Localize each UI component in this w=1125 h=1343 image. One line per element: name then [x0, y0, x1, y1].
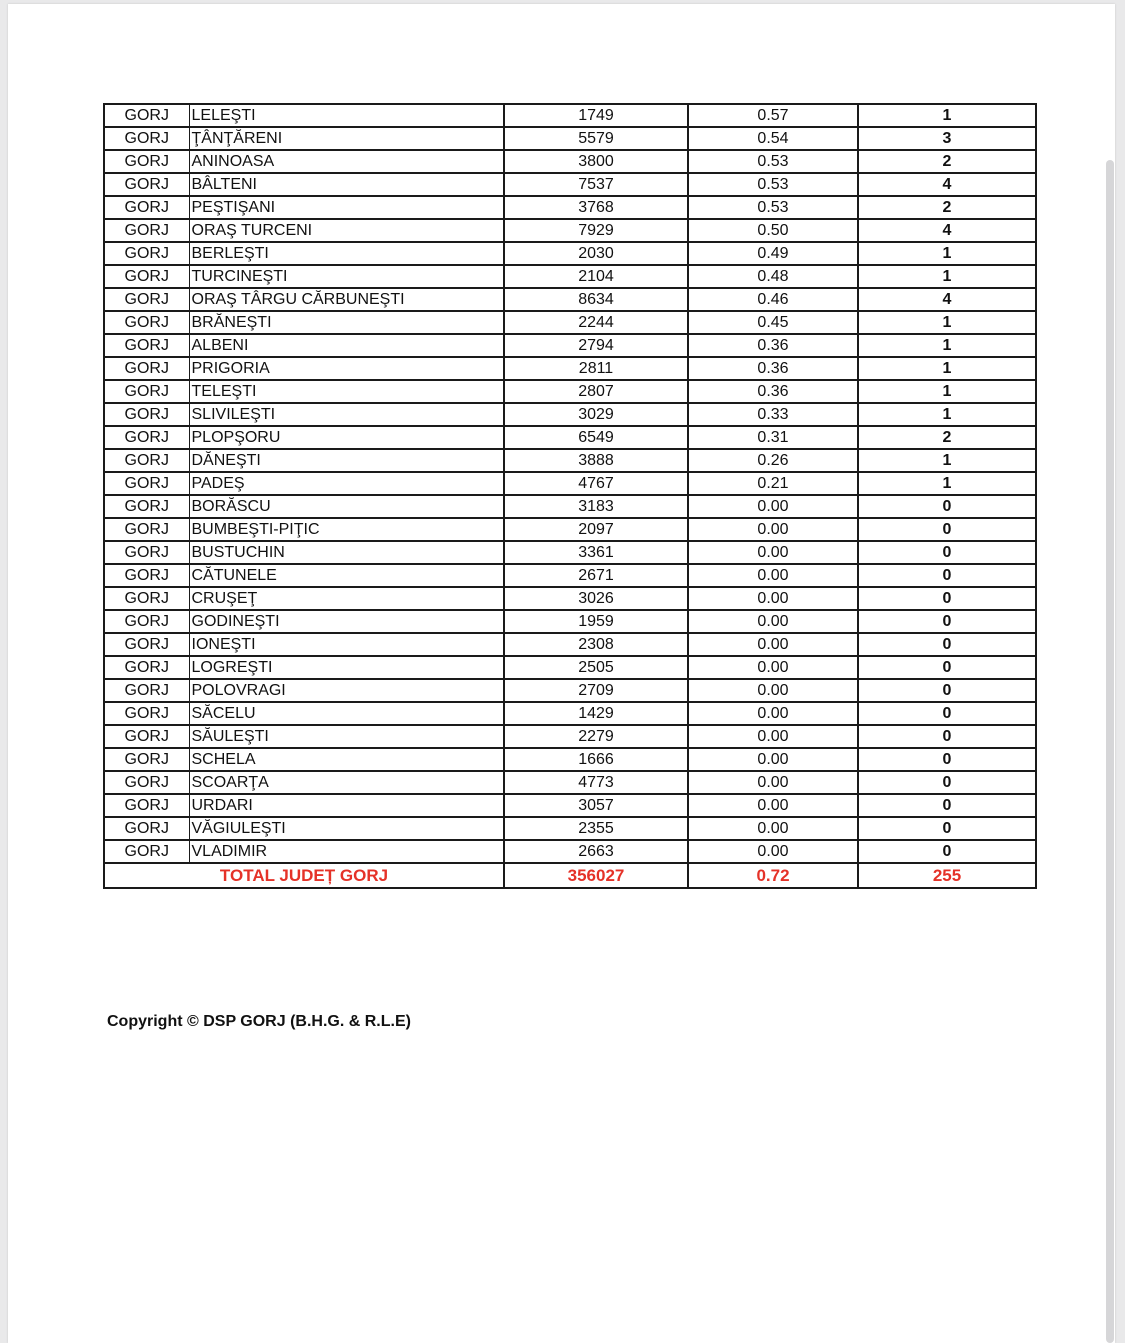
locality-cell: ORAŞ TÂRGU CĂRBUNEŞTI [189, 288, 504, 311]
population-cell: 2308 [504, 633, 688, 656]
cases-cell: 1 [858, 311, 1036, 334]
locality-cell: PADEŞ [189, 472, 504, 495]
rate-cell: 0.00 [688, 656, 858, 679]
table-row [104, 472, 1036, 495]
rate-cell: 0.00 [688, 817, 858, 840]
county-cell: GORJ [104, 702, 189, 725]
cases-cell: 0 [858, 840, 1036, 863]
locality-cell: PRIGORIA [189, 357, 504, 380]
county-cell: GORJ [104, 564, 189, 587]
table-row [104, 794, 1036, 817]
table-row [104, 426, 1036, 449]
population-cell: 2671 [504, 564, 688, 587]
total-population: 356027 [504, 863, 688, 888]
population-cell: 2505 [504, 656, 688, 679]
county-cell: GORJ [104, 426, 189, 449]
rate-cell: 0.53 [688, 196, 858, 219]
locality-cell: URDARI [189, 794, 504, 817]
table-row [104, 288, 1036, 311]
county-cell: GORJ [104, 403, 189, 426]
locality-cell: TELEŞTI [189, 380, 504, 403]
cases-cell: 4 [858, 173, 1036, 196]
table-row [104, 104, 1036, 127]
rate-cell: 0.00 [688, 771, 858, 794]
rate-cell: 0.00 [688, 679, 858, 702]
document-page [8, 4, 1115, 1343]
locality-cell: LELEŞTI [189, 104, 504, 127]
table-row [104, 702, 1036, 725]
table-row [104, 380, 1036, 403]
population-cell: 3800 [504, 150, 688, 173]
population-cell: 2244 [504, 311, 688, 334]
rate-cell: 0.21 [688, 472, 858, 495]
locality-cell: VLADIMIR [189, 840, 504, 863]
table-row [104, 840, 1036, 863]
table-row [104, 817, 1036, 840]
rate-cell: 0.00 [688, 610, 858, 633]
cases-cell: 0 [858, 679, 1036, 702]
county-cell: GORJ [104, 104, 189, 127]
table-row [104, 127, 1036, 150]
population-cell: 2709 [504, 679, 688, 702]
rate-cell: 0.36 [688, 357, 858, 380]
localities-table [103, 103, 1037, 889]
population-cell: 1959 [504, 610, 688, 633]
county-cell: GORJ [104, 242, 189, 265]
population-cell: 2097 [504, 518, 688, 541]
rate-cell: 0.00 [688, 840, 858, 863]
table-row [104, 564, 1036, 587]
table-row [104, 173, 1036, 196]
locality-cell: ANINOASA [189, 150, 504, 173]
county-cell: GORJ [104, 518, 189, 541]
cases-cell: 1 [858, 449, 1036, 472]
county-cell: GORJ [104, 817, 189, 840]
table-row [104, 748, 1036, 771]
rate-cell: 0.48 [688, 265, 858, 288]
county-cell: GORJ [104, 633, 189, 656]
county-cell: GORJ [104, 656, 189, 679]
table-row [104, 656, 1036, 679]
locality-cell: GODINEŞTI [189, 610, 504, 633]
population-cell: 2794 [504, 334, 688, 357]
population-cell: 3768 [504, 196, 688, 219]
population-cell: 3183 [504, 495, 688, 518]
cases-cell: 0 [858, 587, 1036, 610]
cases-cell: 0 [858, 817, 1036, 840]
table-body [104, 104, 1036, 863]
cases-cell: 4 [858, 219, 1036, 242]
cases-cell: 2 [858, 196, 1036, 219]
population-cell: 4773 [504, 771, 688, 794]
population-cell: 7537 [504, 173, 688, 196]
cases-cell: 1 [858, 380, 1036, 403]
cases-cell: 0 [858, 656, 1036, 679]
population-cell: 2811 [504, 357, 688, 380]
population-cell: 4767 [504, 472, 688, 495]
locality-cell: BERLEŞTI [189, 242, 504, 265]
total-rate: 0.72 [688, 863, 858, 888]
cases-cell: 1 [858, 357, 1036, 380]
locality-cell: ALBENI [189, 334, 504, 357]
locality-cell: SCHELA [189, 748, 504, 771]
cases-cell: 1 [858, 403, 1036, 426]
population-cell: 3888 [504, 449, 688, 472]
county-cell: GORJ [104, 288, 189, 311]
locality-cell: BUMBEŞTI-PIŢIC [189, 518, 504, 541]
county-cell: GORJ [104, 219, 189, 242]
rate-cell: 0.00 [688, 564, 858, 587]
locality-cell: SĂULEŞTI [189, 725, 504, 748]
table-row [104, 610, 1036, 633]
population-cell: 8634 [504, 288, 688, 311]
cases-cell: 2 [858, 150, 1036, 173]
rate-cell: 0.00 [688, 702, 858, 725]
locality-cell: PEŞTIŞANI [189, 196, 504, 219]
table-row [104, 449, 1036, 472]
locality-cell: ŢÂNŢĂRENI [189, 127, 504, 150]
total-label: TOTAL JUDEȚ GORJ [104, 863, 504, 888]
table-row [104, 541, 1036, 564]
population-cell: 2663 [504, 840, 688, 863]
table-row [104, 403, 1036, 426]
county-cell: GORJ [104, 840, 189, 863]
cases-cell: 3 [858, 127, 1036, 150]
population-cell: 2355 [504, 817, 688, 840]
rate-cell: 0.53 [688, 173, 858, 196]
table-row [104, 196, 1036, 219]
rate-cell: 0.53 [688, 150, 858, 173]
rate-cell: 0.00 [688, 725, 858, 748]
table-row [104, 495, 1036, 518]
locality-cell: IONEŞTI [189, 633, 504, 656]
table-row [104, 518, 1036, 541]
rate-cell: 0.45 [688, 311, 858, 334]
population-cell: 3361 [504, 541, 688, 564]
locality-cell: BÂLTENI [189, 173, 504, 196]
table-row [104, 679, 1036, 702]
population-cell: 2807 [504, 380, 688, 403]
cases-cell: 0 [858, 725, 1036, 748]
population-cell: 1429 [504, 702, 688, 725]
county-cell: GORJ [104, 748, 189, 771]
population-cell: 2030 [504, 242, 688, 265]
population-cell: 1666 [504, 748, 688, 771]
table-row [104, 357, 1036, 380]
cases-cell: 1 [858, 472, 1036, 495]
county-cell: GORJ [104, 771, 189, 794]
table-row [104, 311, 1036, 334]
rate-cell: 0.00 [688, 748, 858, 771]
population-cell: 5579 [504, 127, 688, 150]
table-row [104, 633, 1036, 656]
county-cell: GORJ [104, 794, 189, 817]
population-cell: 7929 [504, 219, 688, 242]
county-cell: GORJ [104, 265, 189, 288]
locality-cell: BRĂNEŞTI [189, 311, 504, 334]
population-cell: 3029 [504, 403, 688, 426]
county-cell: GORJ [104, 541, 189, 564]
rate-cell: 0.00 [688, 633, 858, 656]
county-cell: GORJ [104, 150, 189, 173]
county-cell: GORJ [104, 334, 189, 357]
county-cell: GORJ [104, 311, 189, 334]
cases-cell: 0 [858, 771, 1036, 794]
locality-cell: SLIVILEŞTI [189, 403, 504, 426]
county-cell: GORJ [104, 495, 189, 518]
table-row [104, 725, 1036, 748]
locality-cell: BUSTUCHIN [189, 541, 504, 564]
cases-cell: 1 [858, 242, 1036, 265]
locality-cell: PLOPŞORU [189, 426, 504, 449]
rate-cell: 0.46 [688, 288, 858, 311]
county-cell: GORJ [104, 127, 189, 150]
rate-cell: 0.36 [688, 380, 858, 403]
county-cell: GORJ [104, 196, 189, 219]
population-cell: 6549 [504, 426, 688, 449]
rate-cell: 0.31 [688, 426, 858, 449]
rate-cell: 0.00 [688, 794, 858, 817]
rate-cell: 0.49 [688, 242, 858, 265]
population-cell: 2104 [504, 265, 688, 288]
population-cell: 1749 [504, 104, 688, 127]
cases-cell: 0 [858, 518, 1036, 541]
cases-cell: 2 [858, 426, 1036, 449]
rate-cell: 0.54 [688, 127, 858, 150]
table-row [104, 265, 1036, 288]
county-cell: GORJ [104, 725, 189, 748]
copyright-text: Copyright © DSP GORJ (B.H.G. & R.L.E) [107, 1013, 411, 1030]
locality-cell: VĂGIULEŞTI [189, 817, 504, 840]
rate-cell: 0.57 [688, 104, 858, 127]
locality-cell: LOGREŞTI [189, 656, 504, 679]
table-row [104, 150, 1036, 173]
cases-cell: 0 [858, 702, 1036, 725]
cases-cell: 1 [858, 265, 1036, 288]
cases-cell: 0 [858, 541, 1036, 564]
vertical-scrollbar[interactable] [1106, 160, 1114, 1343]
population-cell: 3057 [504, 794, 688, 817]
locality-cell: SĂCELU [189, 702, 504, 725]
table-row [104, 242, 1036, 265]
cases-cell: 1 [858, 104, 1036, 127]
table-row [104, 219, 1036, 242]
rate-cell: 0.50 [688, 219, 858, 242]
locality-cell: ORAŞ TURCENI [189, 219, 504, 242]
locality-cell: CĂTUNELE [189, 564, 504, 587]
rate-cell: 0.26 [688, 449, 858, 472]
cases-cell: 1 [858, 334, 1036, 357]
county-cell: GORJ [104, 679, 189, 702]
county-cell: GORJ [104, 472, 189, 495]
rate-cell: 0.00 [688, 518, 858, 541]
locality-cell: CRUŞEŢ [189, 587, 504, 610]
table-row [104, 334, 1036, 357]
cases-cell: 0 [858, 633, 1036, 656]
cases-cell: 0 [858, 564, 1036, 587]
rate-cell: 0.33 [688, 403, 858, 426]
population-cell: 2279 [504, 725, 688, 748]
locality-cell: SCOARŢA [189, 771, 504, 794]
rate-cell: 0.36 [688, 334, 858, 357]
cases-cell: 0 [858, 748, 1036, 771]
cases-cell: 0 [858, 495, 1036, 518]
county-cell: GORJ [104, 357, 189, 380]
county-cell: GORJ [104, 449, 189, 472]
cases-cell: 4 [858, 288, 1036, 311]
rate-cell: 0.00 [688, 541, 858, 564]
county-cell: GORJ [104, 380, 189, 403]
table-row [104, 771, 1036, 794]
rate-cell: 0.00 [688, 495, 858, 518]
county-cell: GORJ [104, 587, 189, 610]
county-cell: GORJ [104, 173, 189, 196]
rate-cell: 0.00 [688, 587, 858, 610]
locality-cell: POLOVRAGI [189, 679, 504, 702]
locality-cell: TURCINEŞTI [189, 265, 504, 288]
population-cell: 3026 [504, 587, 688, 610]
county-cell: GORJ [104, 610, 189, 633]
table-row [104, 587, 1036, 610]
total-cases: 255 [858, 863, 1036, 888]
locality-cell: BORĂSCU [189, 495, 504, 518]
cases-cell: 0 [858, 794, 1036, 817]
total-row [104, 863, 1036, 888]
locality-cell: DĂNEŞTI [189, 449, 504, 472]
cases-cell: 0 [858, 610, 1036, 633]
